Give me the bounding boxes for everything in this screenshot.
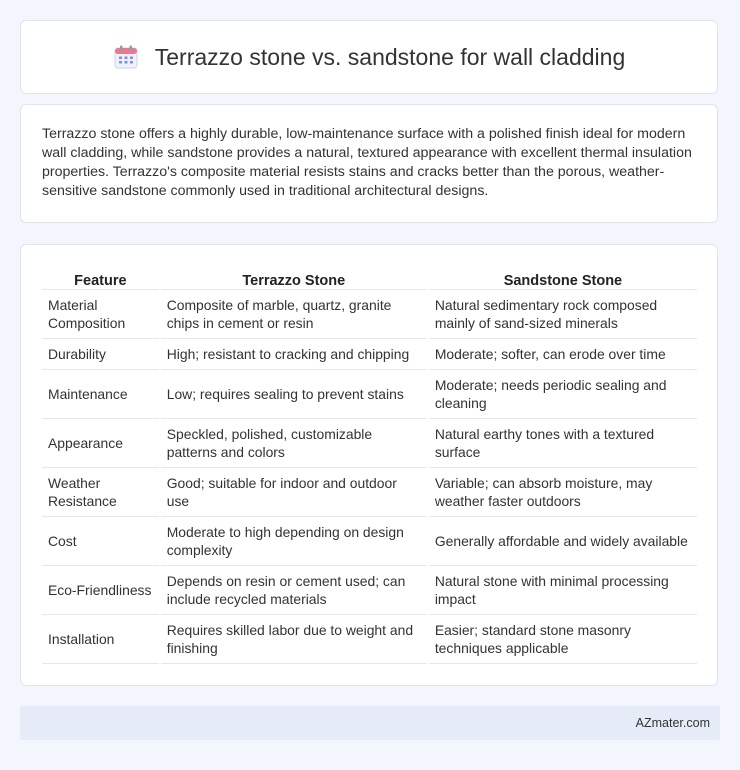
table-row <box>42 339 697 370</box>
intro-text: Terrazzo stone offers a highly durable, low-maintenance surface with a polished finish ideal for modern wall cladding, while sandstone provides a natural, textured appearance with excellent thermal insulation properties. Terrazzo's composite material resists stains and cracks better than the porous, weather-sensitive sandstone commonly used in traditional architectural designs. <box>42 126 692 199</box>
row-terrazzo: Good; suitable for indoor and outdoor use <box>161 468 427 517</box>
row-terrazzo: Composite of marble, quartz, granite chips in cement or resin <box>161 290 427 339</box>
intro-card <box>20 104 718 223</box>
row-terrazzo: Moderate to high depending on design complexity <box>161 517 427 566</box>
row-feature: Durability <box>42 339 159 370</box>
footer <box>20 706 720 740</box>
table-row <box>42 615 697 664</box>
row-sandstone: Natural earthy tones with a textured surface <box>429 419 697 468</box>
row-terrazzo: Requires skilled labor due to weight and finishing <box>161 615 427 664</box>
row-feature: Maintenance <box>42 370 159 419</box>
row-feature: Appearance <box>42 419 159 468</box>
comparison-table <box>40 265 699 664</box>
row-sandstone: Natural sedimentary rock composed mainly of sand-sized minerals <box>429 290 697 339</box>
row-terrazzo: Depends on resin or cement used; can include recycled materials <box>161 566 427 615</box>
row-sandstone: Natural stone with minimal processing impact <box>429 566 697 615</box>
row-sandstone: Moderate; softer, can erode over time <box>429 339 697 370</box>
row-feature: Installation <box>42 615 159 664</box>
row-terrazzo: Speckled, polished, customizable patterns and colors <box>161 419 427 468</box>
table-row <box>42 370 697 419</box>
comparison-card <box>20 244 718 686</box>
row-sandstone: Moderate; needs periodic sealing and cleaning <box>429 370 697 419</box>
table-header-row <box>42 265 697 290</box>
table-row <box>42 290 697 339</box>
row-terrazzo: Low; requires sealing to prevent stains <box>161 370 427 419</box>
calendar-icon <box>113 44 139 70</box>
table-row <box>42 517 697 566</box>
table-row <box>42 419 697 468</box>
page-title: Terrazzo stone vs. sandstone for wall cladding <box>154 43 626 70</box>
table-row <box>42 468 697 517</box>
table-row <box>42 566 697 615</box>
header-feature: Feature <box>42 265 159 290</box>
row-feature: Eco-Friendliness <box>42 566 159 615</box>
header-sandstone: Sandstone Stone <box>429 265 697 290</box>
footer-brand[interactable]: AZmater.com <box>635 716 710 730</box>
header-terrazzo: Terrazzo Stone <box>161 265 427 290</box>
row-terrazzo: High; resistant to cracking and chipping <box>161 339 427 370</box>
title-card <box>20 20 718 94</box>
row-feature: Cost <box>42 517 159 566</box>
row-feature: Material Composition <box>42 290 159 339</box>
row-sandstone: Generally affordable and widely available <box>429 517 697 566</box>
row-sandstone: Easier; standard stone masonry techniques applicable <box>429 615 697 664</box>
row-feature: Weather Resistance <box>42 468 159 517</box>
row-sandstone: Variable; can absorb moisture, may weather faster outdoors <box>429 468 697 517</box>
